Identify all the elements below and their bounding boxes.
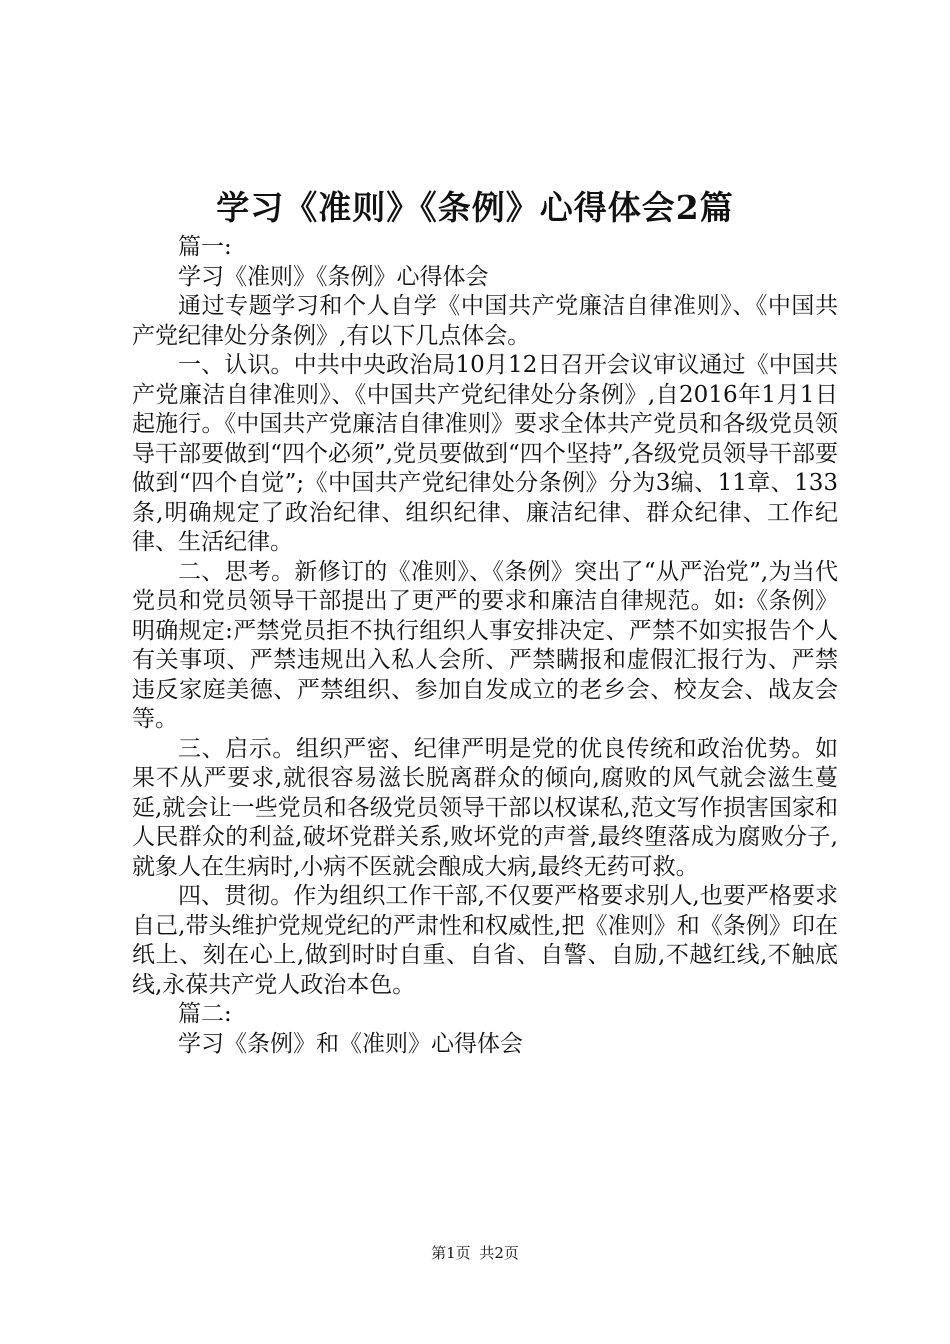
section-heading: 篇一:	[178, 234, 232, 260]
section-heading: 篇二:	[178, 1001, 232, 1027]
document-body	[132, 233, 838, 1059]
body-paragraph: 三、启示。组织严密、纪律严明是党的优良传统和政治优势。如果不从严要求,就很容易滋长脱离群众的倾向,腐败的风气就会滋生蔓延,就会让一些党员和各级党员领导干部以权谋私,范文写作损害国家和人民群众的利益,破坏党群关系,败坏党的声誉,最终堕落成为腐败分子,就象人在生病时,小病不医就会酿成大病,最终无药可救。	[132, 735, 838, 880]
body-paragraph: 二、思考。新修订的《准则》、《条例》突出了“从严治党”,为当代党员和党员领导干部提出了更严的要求和廉洁自律规范。如:《条例》明确规定:严禁党员拒不执行组织人事安排决定、严禁不如实报告个人有关事项、严禁违规出入私人会所、严禁瞒报和虚假汇报行为、严禁违反家庭美德、严禁组织、参加自发成立的老乡会、校友会、战友会等。	[132, 558, 838, 732]
page-number: 第1页	[431, 1244, 471, 1262]
section-subtitle: 学习《条例》和《准则》心得体会	[178, 1030, 523, 1057]
body-paragraph: 一、认识。中共中央政治局10月12日召开会议审议通过《中国共产党廉洁自律准则》、《中国共产党纪律处分条例》,自2016年1月1日起施行。《中国共产党廉洁自律准则》要求全体共产党员和各级党员领导干部要做到“四个必须”,党员要做到“四个坚持”,各级党员领导干部要做到“四个自觉”;《中国共产党纪律处分条例》分为3编、11章、133条,明确规定了政治纪律、组织纪律、廉洁纪律、群众纪律、工作纪律、生活纪律。	[132, 352, 838, 555]
page-total: 共2页	[479, 1244, 519, 1262]
body-paragraph: 四、贯彻。作为组织工作干部,不仅要严格要求别人,也要严格要求自己,带头维护党规党纪的严肃性和权威性,把《准则》和《条例》印在纸上、刻在心上,做到时时自重、自省、自警、自励,不越红线,不触底线,永葆共产党人政治本色。	[132, 883, 838, 998]
page-footer	[0, 1243, 950, 1263]
document-title: 学习《准则》《条例》心得体会2篇	[216, 188, 734, 227]
body-paragraph: 通过专题学习和个人自学《中国共产党廉洁自律准则》、《中国共产党纪律处分条例》,有以下几点体会。	[132, 293, 838, 349]
section-subtitle: 学习《准则》《条例》心得体会	[178, 263, 489, 290]
